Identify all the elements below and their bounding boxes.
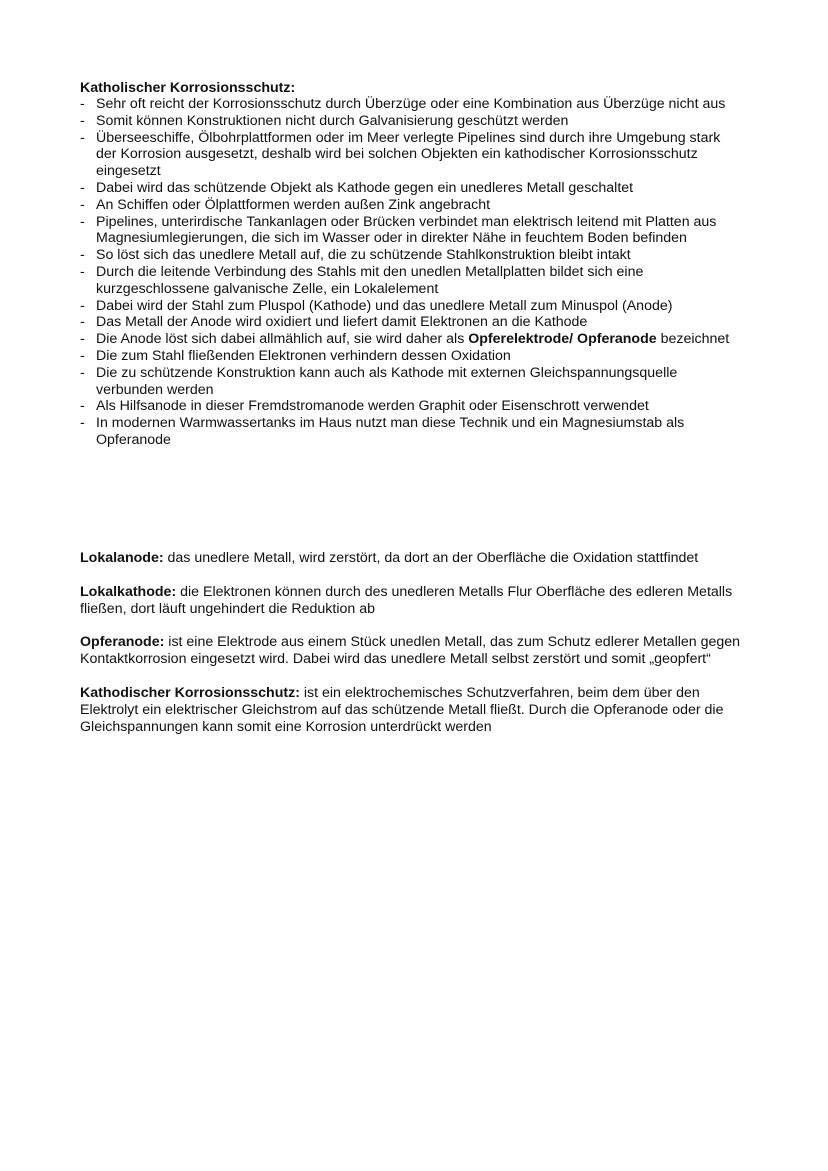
dash-bullet: - [80,347,85,364]
definition-text: ist ein elektrochemisches Schutzverfahren, beim dem über den Elektrolyt ein elektrischer Gleichstrom auf das schützende Metall fließt. Durch die Opferanode oder die Gleichspannungen kann somit eine Korrosion unterdrückt werden [80,684,724,735]
list-item-text: Das Metall der Anode wird oxidiert und liefert damit Elektronen an die Kathode [96,314,588,331]
dash-bullet: - [80,213,85,230]
list-item [80,398,740,415]
list-item [80,365,740,399]
definition-term: Lokalkathode: [80,583,177,600]
definition-term: Kathodischer Korrosionsschutz: [80,684,300,701]
list-item [80,348,740,365]
dash-bullet: - [80,331,85,348]
list-item [80,314,740,331]
list-item-text: Somit können Konstruktionen nicht durch Galvanisierung geschützt werden [96,112,569,129]
list-item [80,113,740,130]
dash-bullet: - [80,297,85,314]
definition-opferanode [80,634,760,668]
dash-bullet: - [80,96,85,112]
definition-term: Lokalanode: [80,550,164,566]
definitions-section [80,550,760,752]
definition-kathodischer-korrosionsschutz [80,685,760,735]
list-item [80,130,740,180]
definition-lokalanode [80,550,760,567]
dash-bullet: - [80,364,85,381]
list-item-text: Dabei wird der Stahl zum Pluspol (Kathode) und das unedlere Metall zum Minuspol (Anode) [96,297,673,314]
dash-bullet: - [80,179,85,196]
dash-bullet: - [80,196,85,213]
list-item [80,298,740,315]
list-item-text: Pipelines, unterirdische Tankanlagen oder Brücken verbindet man elektrisch leitend mit Platten aus Magnesiumlegierungen, die sich im Wasser oder in direkter Nähe in feuchtem Boden befinden [96,213,717,247]
definition-lokalkathode [80,584,760,618]
dash-bullet: - [80,129,85,146]
list-item-text-after: bezeichnet [656,331,730,348]
dash-bullet: - [80,398,85,415]
list-item-text: Überseeschiffe, Ölbohrplattformen oder im Meer verlegte Pipelines sind durch ihre Umgebung stark der Korrosion ausgesetzt, deshalb wird bei solchen Objekten ein kathodischer Korrosionsschutz eingesetzt [96,129,721,180]
list-item [80,214,740,248]
list-item-text: Durch die leitende Verbindung des Stahls mit den unedlen Metallplatten bildet sich eine kurzgeschlossene galvanische Zelle, ein Lokalelement [96,263,644,297]
dash-bullet: - [80,263,85,280]
definition-text: das unedlere Metall, wird zerstört, da dort an der Oberfläche die Oxidation stattfindet [163,550,699,566]
list-item [80,264,740,298]
list-item [80,96,740,113]
bullet-list [80,96,740,449]
definition-text: ist eine Elektrode aus einem Stück unedlen Metall, das zum Schutz edlerer Metallen gegen Kontaktkorrosion eingesetzt wird. Dabei wird das unedlere Metall selbst zerstört und somit „geopfert“ [80,634,741,668]
list-item-text: Dabei wird das schützende Objekt als Kathode gegen ein unedleres Metall geschaltet [96,179,634,196]
list-item-text: Die zum Stahl fließenden Elektronen verhindern dessen Oxidation [96,347,511,364]
definition-term: Opferanode: [80,634,165,651]
dash-bullet: - [80,247,85,264]
list-item [80,331,740,348]
list-item [80,197,740,214]
list-item-text-before: Die Anode löst sich dabei allmählich auf, sie wird daher als [96,331,469,348]
list-item-bold-term: Opferelektrode/ Opferanode [468,331,657,348]
list-item [80,180,740,197]
list-item-text: Sehr oft reicht der Korrosionsschutz durch Überzüge oder eine Kombination aus Überzüge nicht aus [96,96,726,112]
list-item [80,247,740,264]
dash-bullet: - [80,415,85,432]
section-title: Katholischer Korrosionsschutz: [80,80,296,96]
list-item-text: In modernen Warmwassertanks im Haus nutzt man diese Technik und ein Magnesiumstab als Opferanode [96,415,685,448]
list-item-text: So löst sich das unedlere Metall auf, die zu schützende Stahlkonstruktion bleibt intakt [96,247,631,264]
list-item-text: Als Hilfsanode in dieser Fremdstromanode werden Graphit oder Eisenschrott verwendet [96,398,649,415]
definition-text: die Elektronen können durch des unedleren Metalls Flur Oberfläche des edleren Metalls fließen, dort läuft ungehindert die Reduktion ab [80,583,733,617]
dash-bullet: - [80,112,85,129]
list-item-text: An Schiffen oder Ölplattformen werden außen Zink angebracht [96,196,491,213]
dash-bullet: - [80,314,85,331]
list-item-text: Die zu schützende Konstruktion kann auch als Kathode mit externen Gleichspannungsquelle verbunden werden [96,364,678,398]
list-item [80,415,740,449]
